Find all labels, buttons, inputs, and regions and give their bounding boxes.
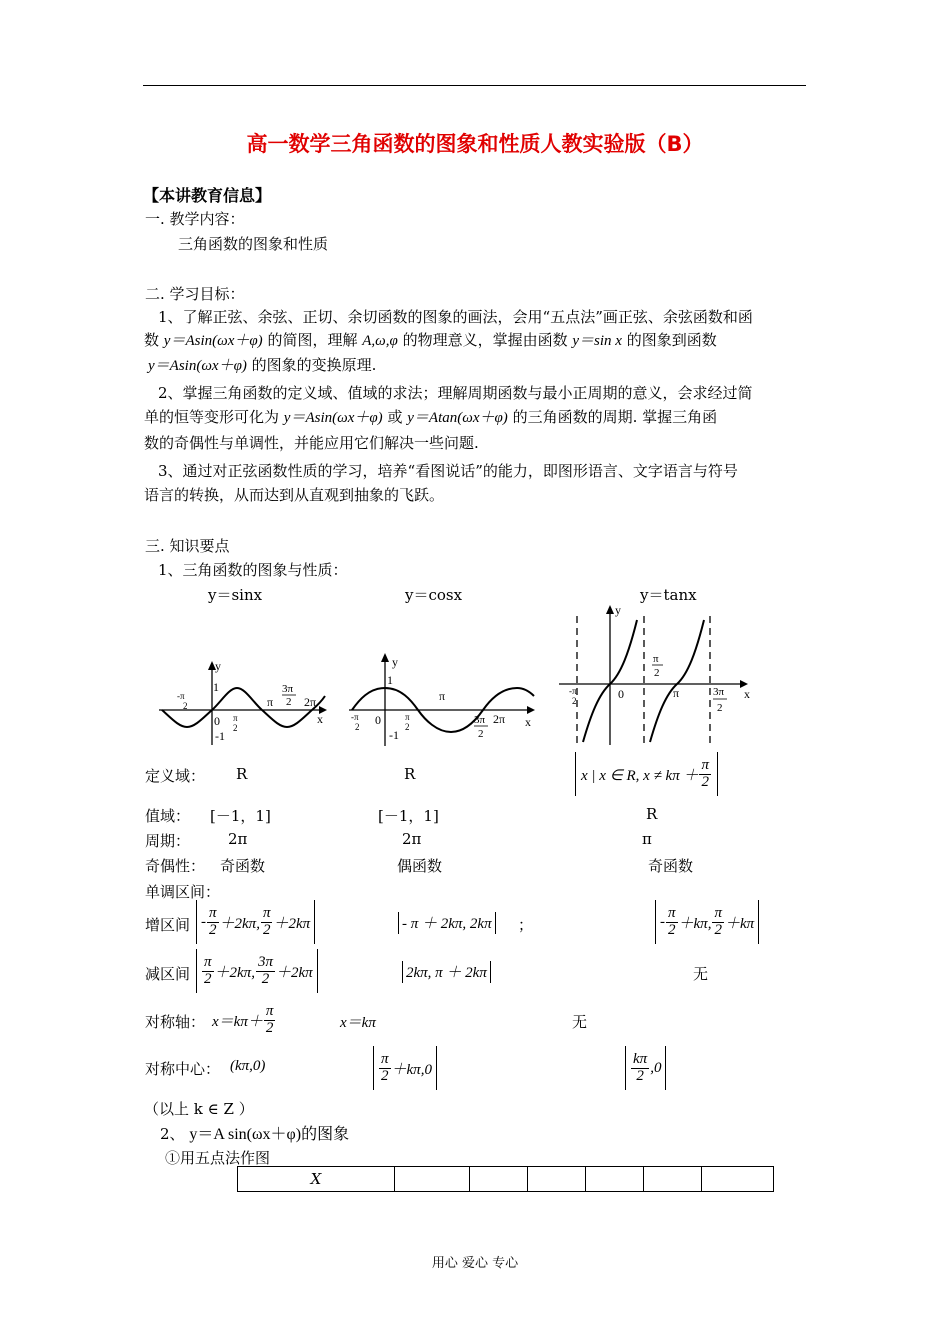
tan-neg-pi-label: -π xyxy=(569,686,577,696)
sin-two-pi-label: 2π xyxy=(304,695,317,709)
range-sin: [－1，1] xyxy=(210,807,271,825)
s2-heading: 二. 学习目标： xyxy=(145,285,245,303)
tan-origin-label: 0 xyxy=(618,687,624,701)
axis-cos: x＝kπ xyxy=(340,1015,376,1031)
s3-sub2-1: ①用五点法作图 xyxy=(165,1149,271,1167)
row-mono-label: 单调区间： xyxy=(145,883,221,901)
axis-sin: x＝kπ＋ $\frac{\pi}{2}$ xyxy=(212,1002,274,1036)
range-tan: R xyxy=(646,805,658,823)
tan-pi-label: π xyxy=(673,686,680,700)
period-tan: π xyxy=(642,830,652,848)
parity-tan: 奇函数 xyxy=(648,857,694,875)
cos-neg-pi-label: -π xyxy=(351,712,359,722)
inc-tan: - $\frac{\pi}{2}$ ＋kπ, $\frac{\pi}{2}$ ＋kπ xyxy=(655,900,759,944)
cos-graph xyxy=(345,648,545,748)
sin-origin-label: 0 xyxy=(214,714,220,728)
row-period-label: 周期： xyxy=(145,832,191,850)
sin-x-label: x xyxy=(317,712,323,726)
axis-tan: 无 xyxy=(572,1013,588,1031)
dec-tan: 无 xyxy=(693,965,709,983)
range-cos: [－1，1] xyxy=(378,807,439,825)
table-cell xyxy=(528,1167,586,1192)
sin-neg-one-label: -1 xyxy=(215,729,225,743)
tan-y-label: y xyxy=(615,603,621,617)
cos-half-pi-den: 2 xyxy=(405,722,410,732)
table-cell xyxy=(470,1167,528,1192)
row-range-label: 值域： xyxy=(145,807,191,825)
dec-cos: 2kπ, π ＋ 2kπ xyxy=(402,961,491,983)
five-point-table xyxy=(237,1166,774,1192)
goal3-line-a: 3、通过对正弦函数性质的学习，培养“看图说话”的能力，即图形语言、文字语言与符号 xyxy=(158,462,738,480)
cos-neg-one-label: -1 xyxy=(389,728,399,742)
inc-cos-semicolon: ； xyxy=(518,916,534,934)
k-note: （以上 k ∈ Z ） xyxy=(144,1100,254,1118)
cos-three-pi-label: 3π xyxy=(474,714,486,726)
s3-sub2: 2、 y＝A sin(ωx＋φ)的图象 xyxy=(160,1125,350,1143)
center-cos: $\frac{\pi}{2}$ ＋kπ,0 xyxy=(373,1046,437,1090)
sin-graph xyxy=(155,655,335,747)
center-tan: $\frac{k\pi}{2}$ ,0 xyxy=(625,1046,666,1090)
s1-content: 三角函数的图象和性质 xyxy=(178,235,329,253)
cos-pi-label: π xyxy=(439,689,446,703)
sin-three-pi-den: 2 xyxy=(286,696,292,708)
inc-cos: - π ＋ 2kπ, 2kπ xyxy=(398,912,496,934)
goal1-line-c: y＝Asin(ωx＋φ) 的图象的变换原理. xyxy=(148,356,377,374)
table-cell xyxy=(586,1167,644,1192)
sin-neg-pi-label: -π xyxy=(177,691,185,701)
goal1-line-a: 1、了解正弦、余弦、正切、余切函数的图象的画法，会用“五点法”画正弦、余弦函数和函 xyxy=(158,308,753,326)
cos-two-pi-label: 2π xyxy=(493,712,506,726)
cos-half-pi-label: π xyxy=(405,712,410,722)
table-cell xyxy=(702,1167,774,1192)
goal1-line-b: 数 y＝Asin(ωx＋φ) 的简图，理解 A,ω,φ 的物理意义，掌握由函数 y＝sin x 的图象到函数 xyxy=(144,331,717,349)
sin-y-label: y xyxy=(215,659,221,673)
fn-tan-label: y＝tanx xyxy=(640,586,697,604)
sin-half-pi-label: π xyxy=(233,713,238,723)
sin-half-pi-den: 2 xyxy=(233,723,238,733)
goal2-line-a: 2、掌握三角函数的定义域、值域的求法；理解周期函数与最小正周期的意义，会求经过简 xyxy=(158,384,753,402)
page-footer: 用心 爱心 专心 xyxy=(431,1256,519,1271)
cos-one-label: 1 xyxy=(387,673,393,687)
row-axis-label: 对称轴： xyxy=(145,1013,206,1031)
cos-neg-half-den: 2 xyxy=(355,722,360,732)
sin-neg-half-den: 2 xyxy=(183,701,188,711)
table-cell-x: X xyxy=(238,1167,395,1192)
tan-graph xyxy=(555,602,765,747)
page-title: 高一数学三角函数的图象和性质人教实验版（B） xyxy=(246,132,704,156)
domain-cos: R xyxy=(404,765,416,783)
period-sin: 2π xyxy=(228,830,248,848)
table-cell xyxy=(644,1167,702,1192)
sin-three-pi-label: 3π xyxy=(282,683,294,695)
tan-x-label: x xyxy=(744,687,750,701)
parity-sin: 奇函数 xyxy=(220,857,266,875)
goal3-line-b: 语言的转换，从而达到从直观到抽象的飞跃。 xyxy=(144,486,445,504)
cos-x-label: x xyxy=(525,715,531,729)
cos-origin-label: 0 xyxy=(375,713,381,727)
row-dec-label: 减区间 xyxy=(145,965,191,983)
parity-cos: 偶函数 xyxy=(397,857,443,875)
s3-sub1: 1、三角函数的图象与性质： xyxy=(158,561,348,579)
table-row xyxy=(238,1167,774,1192)
section-header: 【本讲教育信息】 xyxy=(143,186,272,205)
fn-cos-label: y＝cosx xyxy=(405,586,463,604)
domain-sin: R xyxy=(236,765,248,783)
table-cell xyxy=(395,1167,470,1192)
tan-neg-half-den: 2 xyxy=(572,696,577,706)
fn-sin-label: y＝sinx xyxy=(208,586,263,604)
s1-heading: 一. 教学内容： xyxy=(145,210,245,228)
inc-sin: - $\frac{\pi}{2}$ ＋2kπ, $\frac{\pi}{2}$ ＋2kπ xyxy=(196,900,315,944)
top-rule xyxy=(143,85,806,86)
cos-y-label: y xyxy=(392,655,398,669)
row-domain-label: 定义域： xyxy=(145,767,206,785)
tan-half-pi-label: π xyxy=(653,653,659,665)
s3-heading: 三. 知识要点 xyxy=(145,537,230,555)
period-cos: 2π xyxy=(402,830,422,848)
row-parity-label: 奇偶性： xyxy=(145,857,206,875)
goal2-line-c: 数的奇偶性与单调性，并能应用它们解决一些问题. xyxy=(144,434,479,452)
tan-half-pi-den: 2 xyxy=(654,667,660,679)
sin-one-label: 1 xyxy=(213,680,219,694)
cos-three-pi-den: 2 xyxy=(478,728,484,740)
row-center-label: 对称中心： xyxy=(145,1060,221,1078)
domain-tan: x | x ∈ R, x ≠ kπ ＋ $\frac{\pi}{2}$ xyxy=(575,752,718,796)
goal2-line-b: 单的恒等变形可化为 y＝Asin(ωx＋φ) 或 y＝Atan(ωx＋φ) 的三角函数的周期. 掌握三角函 xyxy=(144,408,718,426)
tan-three-pi-label: 3π xyxy=(713,686,725,698)
tan-three-pi-den: 2 xyxy=(717,702,723,714)
row-inc-label: 增区间 xyxy=(145,916,191,934)
center-sin: (kπ,0) xyxy=(230,1058,266,1074)
sin-pi-label: π xyxy=(267,695,274,709)
dec-sin: $\frac{\pi}{2}$ ＋2kπ, $\frac{3\pi}{2}$ ＋2kπ xyxy=(196,949,318,993)
